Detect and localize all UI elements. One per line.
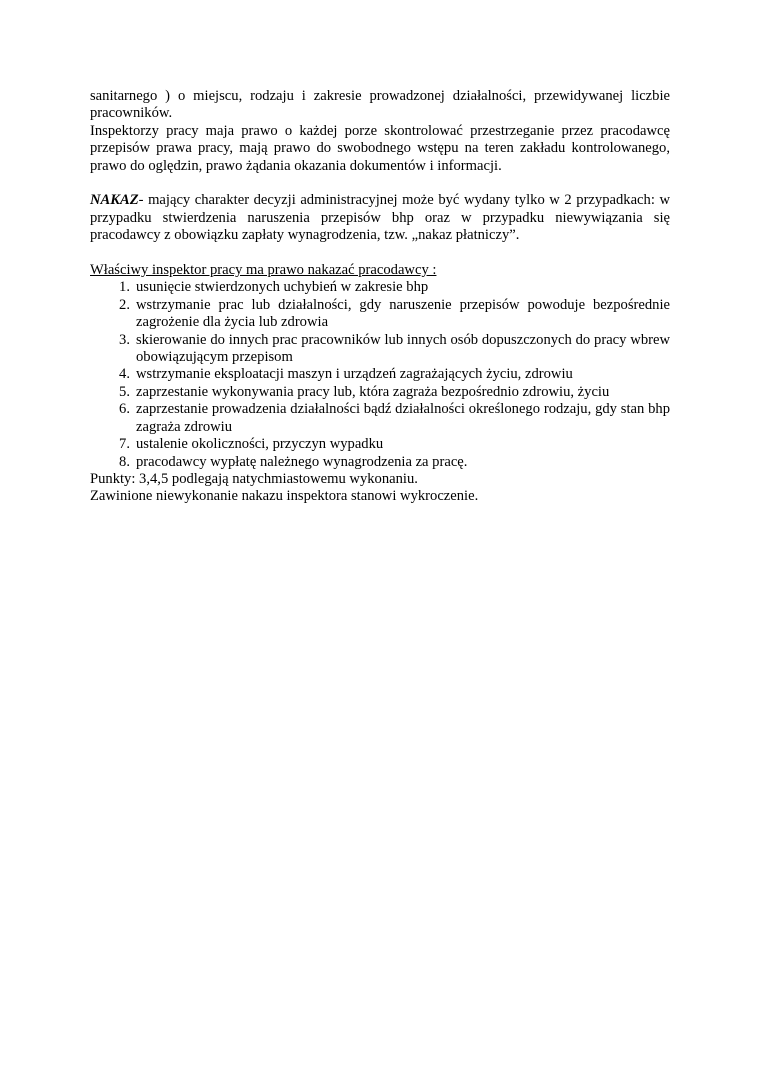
list-item-number: 5. (119, 383, 130, 400)
list-item (119, 453, 670, 471)
nakaz-definition: - mający charakter decyzji administracyjnej może być wydany tylko w 2 przypadkach: w przypadku stwierdzenia naruszenia przepisów bhp oraz w przypadku niewywiązania się pracodawcy z obowiązku zapłaty wynagrodzenia, tzw. „nakaz płatniczy”. (90, 192, 670, 244)
paragraph-nakaz (90, 192, 670, 244)
paragraph-spacer (90, 175, 670, 192)
paragraph-notification: sanitarnego ) o miejscu, rodzaju i zakresie prowadzonej działalności, przewidywanej liczbie pracowników. (90, 88, 670, 122)
list-item-number: 2. (119, 296, 130, 313)
list-item-text: zaprzestanie wykonywania pracy lub, która zagraża bezpośrednio zdrowiu, życiu (136, 383, 610, 400)
list-item-text: usunięcie stwierdzonych uchybień w zakresie bhp (136, 279, 429, 296)
list-item (119, 383, 670, 401)
paragraph-inspector-rights: Inspektorzy pracy maja prawo o każdej porze skontrolować przestrzeganie przez pracodawcę przepisów prawa pracy, mają prawo do swobodnego wstępu na teren zakładu kontrolowanego, prawo do oględzin, prawo żądania okazania dokumentów i informacji. (90, 122, 670, 174)
list-item-number: 4. (119, 366, 130, 383)
nakaz-term: NAKAZ (90, 192, 139, 209)
list-item-number: 6. (119, 401, 130, 418)
list-item-text: ustalenie okoliczności, przyczyn wypadku (136, 436, 384, 453)
note-points: Punkty: 3,4,5 podlegają natychmiastowemu wykonaniu. (90, 470, 418, 487)
list-item-text: zaprzestanie prowadzenia działalności bądź działalności określonego rodzaju, gdy stan bhp zagraża zdrowiu (136, 401, 670, 435)
list-item-number: 3. (119, 331, 130, 348)
list-item (119, 331, 670, 367)
list-item (119, 279, 670, 296)
list-item-text: wstrzymanie prac lub działalności, gdy naruszenie przepisów powoduje bezpośrednie zagrożenie dla życia lub zdrowia (136, 296, 670, 331)
list-item (119, 296, 670, 332)
orders-list (90, 279, 670, 470)
list-item-number: 8. (119, 453, 130, 470)
list-item-text: skierowanie do innych prac pracowników lub innych osób dopuszczonych do pracy wbrew obowiązującym przepisom (136, 331, 670, 366)
list-item-text: pracodawcy wypłatę należnego wynagrodzenia za pracę. (136, 453, 468, 470)
paragraph-spacer (90, 245, 670, 262)
list-item-text: wstrzymanie eksploatacji maszyn i urządzeń zagrażających życiu, zdrowiu (136, 366, 573, 383)
list-item (119, 436, 670, 453)
list-item (119, 366, 670, 383)
list-item-number: 1. (119, 279, 130, 296)
note-offence: Zawinione niewykonanie nakazu inspektora stanowi wykroczenie. (90, 488, 479, 505)
list-heading: Właściwy inspektor pracy ma prawo nakazać pracodawcy : (90, 262, 437, 279)
document-page (90, 88, 670, 506)
list-item (119, 401, 670, 436)
list-item-number: 7. (119, 436, 130, 453)
